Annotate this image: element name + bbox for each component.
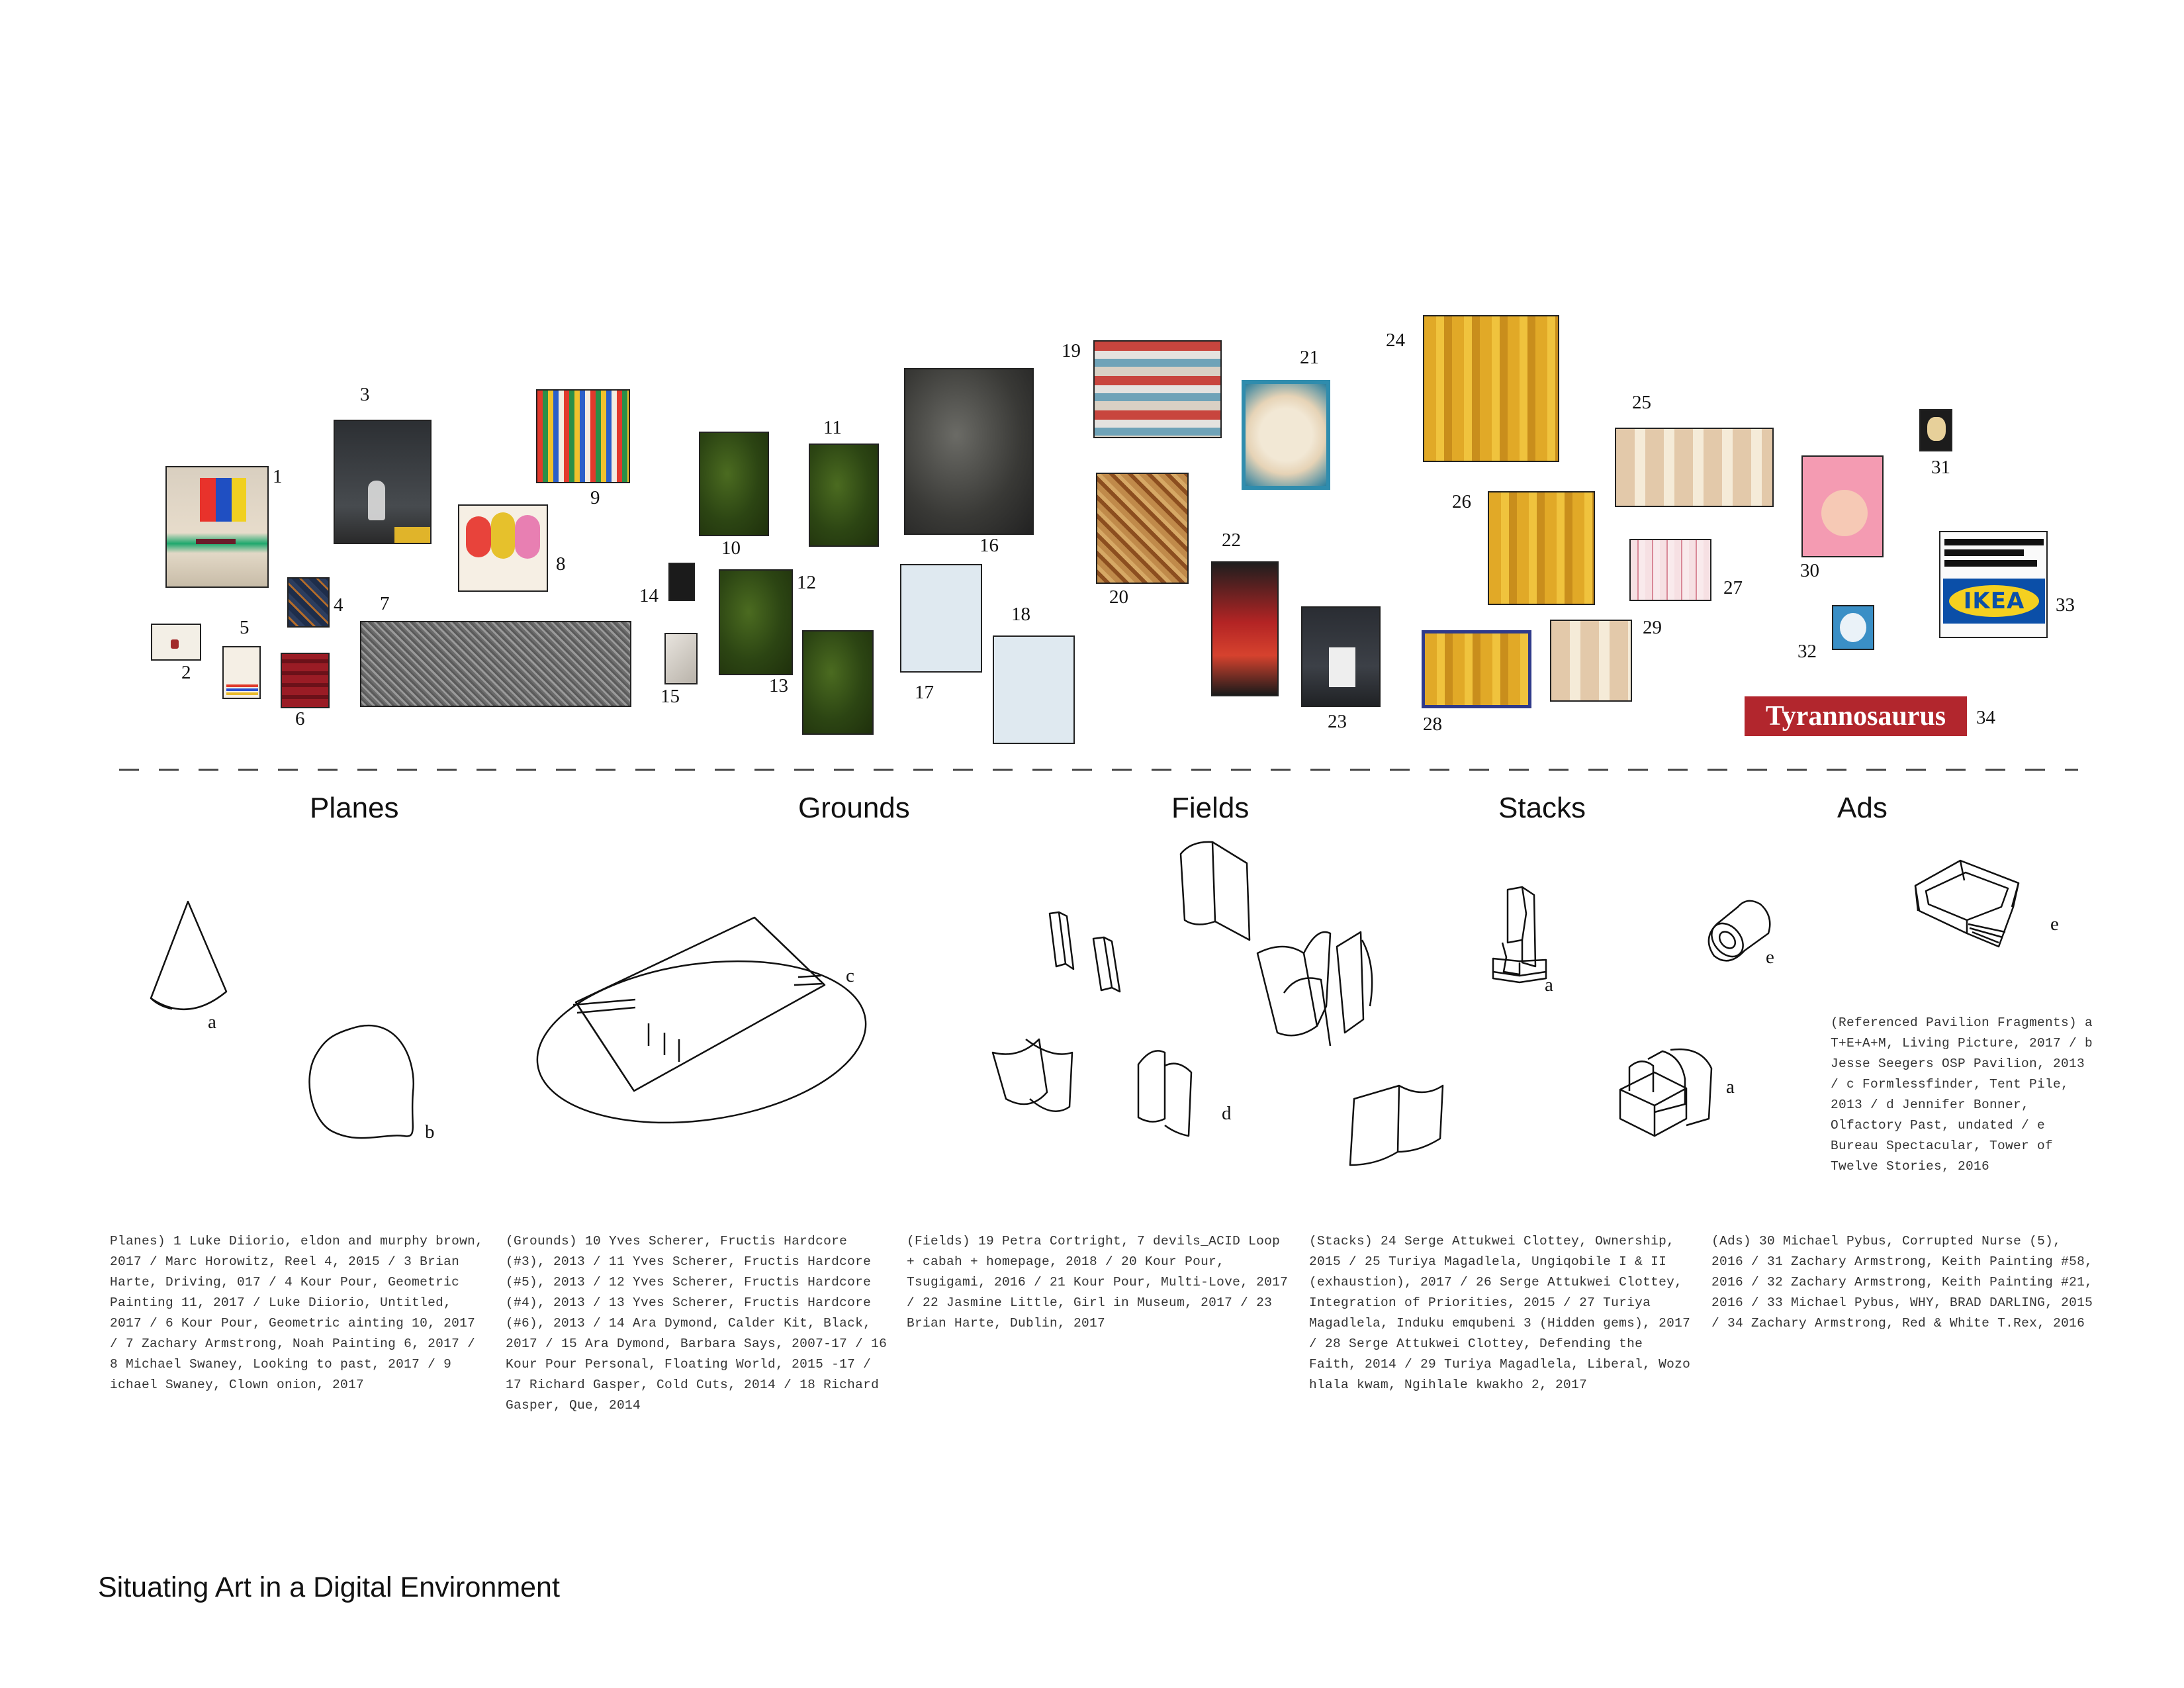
category-fields: Fields [1171, 792, 1250, 824]
number-17: 17 [915, 682, 934, 703]
number-10: 10 [721, 538, 741, 559]
fragment-label-c: c [846, 965, 854, 986]
number-23: 23 [1328, 711, 1347, 732]
pavilion-fragments-note: (Referenced Pavilion Fragments) a T+E+A+M, Living Picture, 2017 / b Jesse Seegers OSP Pavilion, 2013 / c Formlessfinder, Tent Pile, 2013 / d Jennifer Bonner, Olfactory Past, undated / e Bureau Spectacular, Tower of Twelve Stories, 2016 [1831, 1015, 2093, 1174]
number-22: 22 [1222, 530, 1241, 551]
number-32: 32 [1797, 641, 1817, 662]
caption-stacks: (Stacks) 24 Serge Attukwei Clottey, Ownership, 2015 / 25 Turiya Magadlela, Ungiqobile I & II (exhaustion), 2017 / 26 Serge Attukwei Clottey, Integration of Priorities, 2015 / 27 Turiya Magadlela, Induku emqubeni 3 (Hidden gems), 2017 / 28 Serge Attukwei Clottey, Defending the Faith, 2014 / 29 Turiya Magadlela, Liberal, Wozo hlala kwam, Ngihlale kwakho 2, 2017 [1309, 1234, 1691, 1392]
number-20: 20 [1109, 586, 1128, 608]
category-planes: Planes [310, 792, 399, 824]
number-15: 15 [660, 686, 680, 707]
number-1: 1 [273, 466, 283, 487]
trex-text: Tyrannosaurus [1765, 701, 1946, 731]
number-8: 8 [556, 553, 566, 575]
category-stacks: Stacks [1498, 792, 1586, 824]
number-30: 30 [1800, 560, 1819, 581]
number-11: 11 [823, 417, 842, 438]
number-6: 6 [295, 708, 305, 729]
fragment-label-e-1: e [1766, 947, 1774, 968]
fragment-label-b: b [425, 1121, 435, 1143]
number-26: 26 [1452, 491, 1471, 512]
page-title: Situating Art in a Digital Environment [98, 1571, 560, 1603]
fragment-label-e-2: e [2050, 914, 2059, 935]
number-5: 5 [240, 617, 250, 638]
number-13: 13 [769, 675, 788, 696]
number-14: 14 [639, 585, 659, 606]
fragment-label-a-planes: a [208, 1011, 216, 1033]
number-33: 33 [2056, 594, 2075, 616]
number-25: 25 [1632, 392, 1651, 413]
panel-fragments-fields [993, 842, 1443, 1165]
stack-fragments [1493, 887, 1711, 1136]
number-24: 24 [1386, 330, 1405, 351]
caption-fields: (Fields) 19 Petra Cortright, 7 devils_ACID Loop + cabah + homepage, 2018 / 20 Kour Pour, Tsugigami, 2016 / 21 Kour Pour, Multi-Love, 2017 / 22 Jasmine Little, Girl in Museum, 2017 / 23 Brian Harte, Dublin, 2017 [907, 1234, 1289, 1331]
number-34: 34 [1976, 707, 1995, 728]
caption-grounds: (Grounds) 10 Yves Scherer, Fructis Hardcore (#3), 2013 / 11 Yves Scherer, Fructis Hardcore (#5), 2013 / 12 Yves Scherer, Fructis Hardcore (#4), 2013 / 13 Yves Scherer, Fructis Hardcore (#6), 2013 / 14 Ara Dymond, Calder Kit, Black, 2017 / 15 Ara Dymond, Barbara Says, 2007-17 / 16 Kour Pour Personal, Floating World, 2015 -17 / 17 Richard Gasper, Cold Cuts, 2014 / 18 Richard Gasper, Que, 2014 [506, 1234, 887, 1413]
number-21: 21 [1300, 347, 1319, 368]
number-3: 3 [360, 384, 370, 405]
fragment-label-d: d [1222, 1103, 1232, 1124]
number-7: 7 [380, 593, 390, 614]
ad-fragments [1706, 861, 2019, 962]
number-31: 31 [1931, 457, 1950, 478]
ikea-logo-text: IKEA [1963, 588, 2025, 614]
number-19: 19 [1062, 340, 1081, 361]
number-16: 16 [979, 535, 999, 556]
caption-planes: Planes) 1 Luke Diiorio, eldon and murphy brown, 2017 / Marc Horowitz, Reel 4, 2015 / 3 Brian Harte, Driving, 017 / 4 Kour Pour, Geometric Painting 11, 2017 / Luke Diiorio, Untitled, 2017 / 6 Kour Pour, Geometric ainting 10, 2017 / 7 Zachary Armstrong, Noah Painting 6, 2017 / 8 Michael Swaney, Looking to past, 2017 / 9 ichael Swaney, Clown onion, 2017 [110, 1234, 484, 1392]
number-28: 28 [1423, 714, 1442, 735]
number-9: 9 [590, 487, 600, 508]
fragment-label-a-stacks-2: a [1726, 1076, 1735, 1098]
caption-ads: (Ads) 30 Michael Pybus, Corrupted Nurse (5), 2016 / 31 Zachary Armstrong, Keith Painting #58, 2016 / 32 Zachary Armstrong, Keith Painting #21, 2016 / 33 Michael Pybus, WHY, BRAD DARLING, 2015 / 34 Zachary Armstrong, Red & White T.Rex, 2016 [1711, 1234, 2093, 1331]
number-18: 18 [1011, 604, 1030, 625]
category-ads: Ads [1837, 792, 1888, 824]
fragment-label-a-stacks-1: a [1545, 974, 1553, 996]
tent-fragment [527, 917, 876, 1143]
number-12: 12 [797, 572, 816, 593]
number-2: 2 [181, 662, 191, 683]
number-27: 27 [1723, 577, 1743, 598]
number-4: 4 [334, 594, 343, 616]
category-grounds: Grounds [798, 792, 910, 824]
blob-fragment [310, 1025, 414, 1138]
number-29: 29 [1643, 617, 1662, 638]
cone-fragment [151, 902, 226, 1009]
